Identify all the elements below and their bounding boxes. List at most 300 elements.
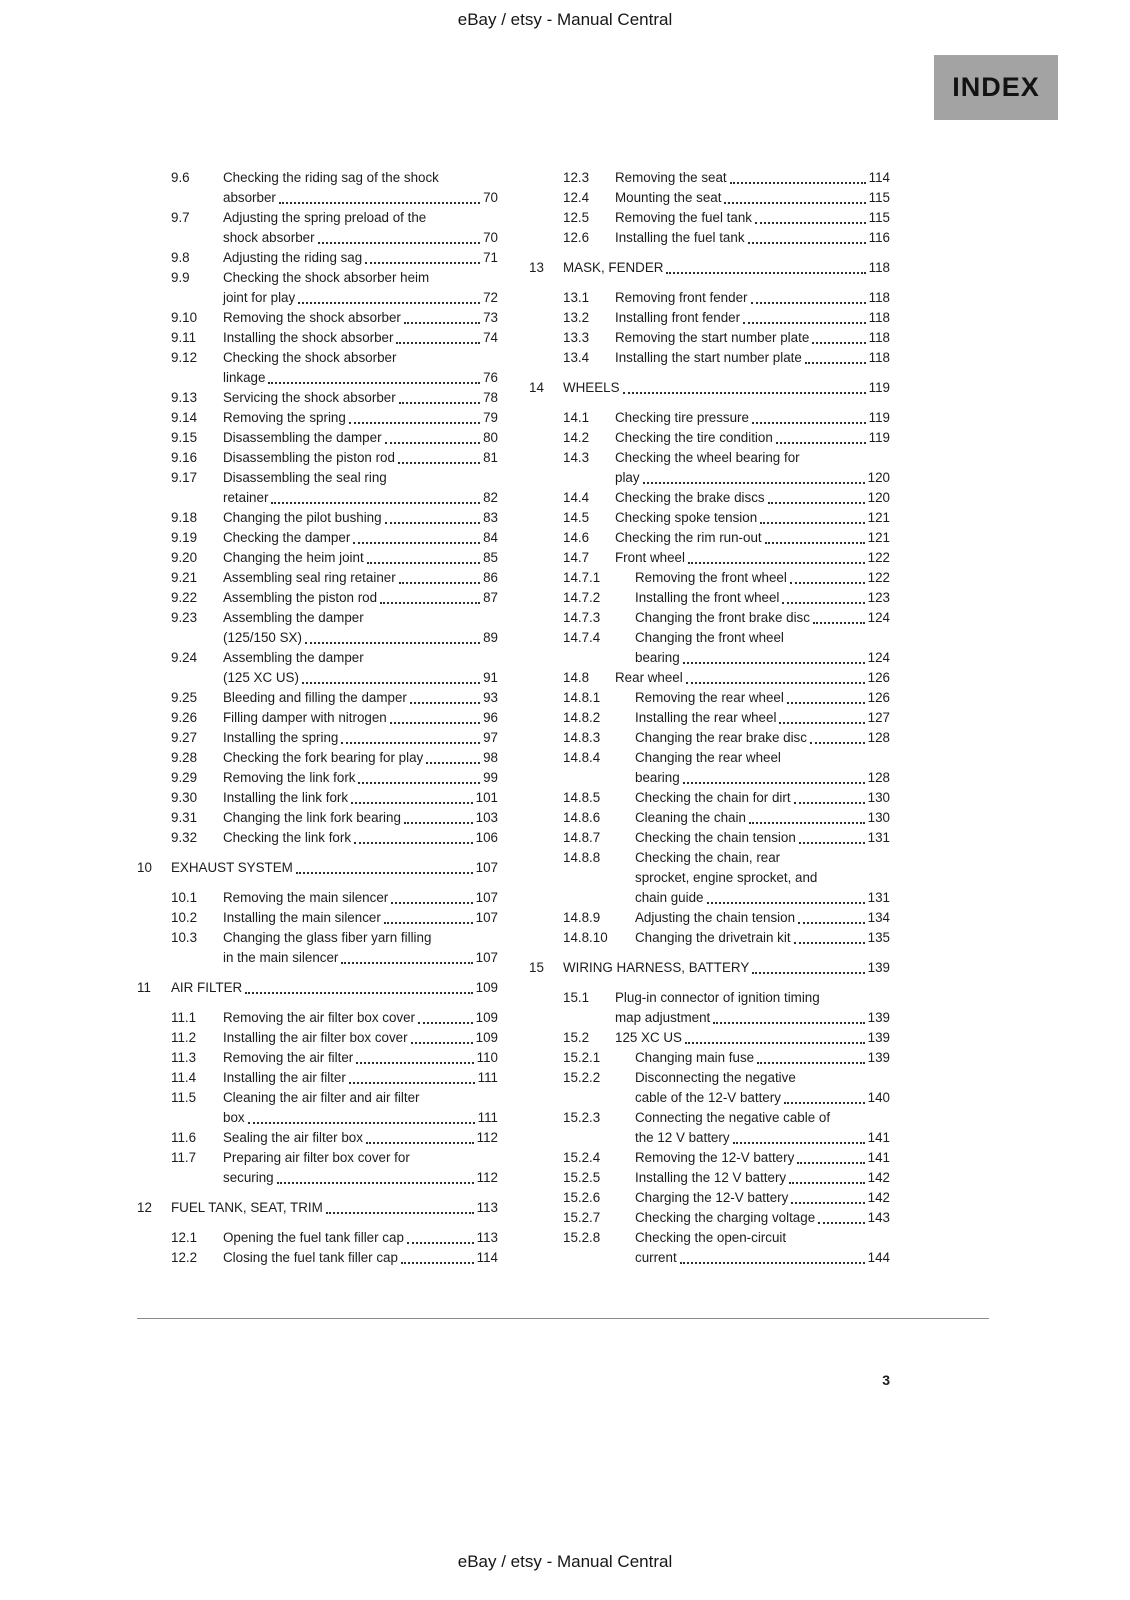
toc-entry-line: [223, 748, 498, 768]
toc-entry-number: 9.24: [171, 650, 198, 665]
toc-entry-body: [223, 348, 498, 388]
dot-leader: [683, 782, 865, 784]
toc-entry-body: [223, 268, 498, 308]
dot-leader: [779, 722, 864, 724]
toc-entry-number: 12.5: [563, 210, 590, 225]
toc-entry-title: Cleaning the chain: [635, 810, 746, 825]
toc-entry-title: Mounting the seat: [615, 190, 722, 205]
dot-leader: [776, 442, 866, 444]
toc-entry-number: 14.4: [563, 490, 590, 505]
toc-entry-page: 103: [475, 810, 498, 825]
toc-entry-line: [223, 608, 498, 628]
toc-entry-title: Removing the main silencer: [223, 890, 389, 905]
toc-entry: [137, 908, 498, 928]
toc-entry: [137, 1048, 498, 1068]
dot-leader: [784, 1102, 865, 1104]
toc-entry-number: 14.7: [563, 550, 590, 565]
toc-entry-number: 10.2: [171, 910, 198, 925]
toc-entry-body: [223, 728, 498, 748]
toc-entry-title: Removing the air filter box cover: [223, 1010, 416, 1025]
toc-entry-line: [635, 1088, 890, 1108]
toc-entry-number: 14.5: [563, 510, 590, 525]
toc-entry: [137, 1228, 498, 1248]
toc-entry-title: Removing the link fork: [223, 770, 356, 785]
toc-entry-line: [223, 928, 498, 948]
toc-entry-number: 14.8.7: [563, 830, 601, 845]
toc-entry-page: 126: [867, 670, 890, 685]
dot-leader: [794, 802, 865, 804]
toc-entry-line: [635, 1148, 890, 1168]
toc-entry-body: [223, 1148, 498, 1188]
toc-entry-page: 119: [868, 410, 890, 425]
toc-entry-page: 101: [475, 790, 498, 805]
toc-entry: [137, 688, 498, 708]
page-number: 3: [882, 1372, 890, 1388]
toc-entry-title: Servicing the shock absorber: [223, 390, 396, 405]
toc-entry-line: [635, 608, 890, 628]
toc-entry-body: [223, 828, 498, 848]
toc-entry-body: [615, 168, 890, 188]
toc-entry-title: Removing the 12-V battery: [635, 1150, 795, 1165]
toc-entry-page: 141: [867, 1130, 890, 1145]
toc-entry-line: [635, 708, 890, 728]
toc-entry-number: 9.10: [171, 310, 198, 325]
toc-entry-page: 134: [867, 910, 890, 925]
toc-entry-body: [223, 208, 498, 248]
dot-leader: [367, 562, 480, 564]
toc-entry-body: [615, 288, 890, 308]
toc-entry-page: 119: [868, 380, 890, 395]
toc-entry-page: 126: [867, 690, 890, 705]
toc-entry-number: 12.1: [171, 1230, 198, 1245]
toc-entry-body: [223, 908, 498, 928]
toc-entry-body: [615, 448, 890, 488]
toc-entry: [529, 808, 890, 828]
toc-entry-number: 14.7.4: [563, 630, 601, 645]
toc-entry: [529, 348, 890, 368]
toc-entry-line: [615, 208, 890, 228]
toc-entry-line: [223, 368, 498, 388]
toc-entry: [137, 328, 498, 348]
toc-entry-body: [223, 708, 498, 728]
toc-entry-body: [223, 748, 498, 768]
toc-entry: [137, 468, 498, 508]
dot-leader: [318, 242, 481, 244]
toc-entry-title: current: [635, 1250, 677, 1265]
toc-entry-line: [223, 188, 498, 208]
toc-entry-line: [223, 1108, 498, 1128]
toc-entry-page: 113: [476, 1200, 498, 1215]
toc-entry-title: Checking the open-circuit: [635, 1230, 787, 1245]
toc-entry: [529, 308, 890, 328]
toc-entry-body: [223, 1248, 498, 1268]
dot-leader: [810, 742, 865, 744]
toc-entry-page: 93: [483, 690, 498, 705]
toc-entry-title: Assembling the damper: [223, 650, 364, 665]
toc-entry-number: 12.4: [563, 190, 590, 205]
toc-entry-number: 14.8.6: [563, 810, 601, 825]
dot-leader: [743, 322, 866, 324]
toc-entry-title: Checking the fork bearing for play: [223, 750, 424, 765]
dot-leader: [341, 742, 480, 744]
toc-entry-line: [223, 1088, 498, 1108]
dot-leader: [805, 362, 866, 364]
toc-entry-title: Changing the rear brake disc: [635, 730, 807, 745]
toc-entry-line: [223, 228, 498, 248]
toc-entry-body: [563, 958, 890, 978]
toc-entry-body: [223, 768, 498, 788]
dot-leader: [790, 582, 865, 584]
toc-entry-line: [635, 1248, 890, 1268]
toc-entry-title: Opening the fuel tank filler cap: [223, 1230, 404, 1245]
toc-entry-title: play: [615, 470, 640, 485]
toc-entry-body: [615, 208, 890, 228]
toc-entry: [529, 448, 890, 488]
toc-entry-body: [223, 428, 498, 448]
toc-entry-number: 9.14: [171, 410, 198, 425]
dot-leader: [797, 1162, 864, 1164]
toc-entry-body: [171, 858, 498, 878]
toc-entry-number: 14.2: [563, 430, 590, 445]
toc-entry-page: 115: [868, 190, 890, 205]
dot-leader: [791, 1202, 864, 1204]
toc-entry-title: Charging the 12-V battery: [635, 1190, 789, 1205]
toc-entry-line: [635, 1048, 890, 1068]
toc-entry-number: 9.20: [171, 550, 198, 565]
toc-entry: [137, 748, 498, 768]
toc-entry-title: Cleaning the air filter and air filter: [223, 1090, 420, 1105]
toc-entry-line: [615, 188, 890, 208]
toc-entry: [529, 168, 890, 188]
toc-entry-number: 12.2: [171, 1250, 198, 1265]
dot-leader: [298, 302, 480, 304]
toc-entry-line: [615, 348, 890, 368]
toc-entry-line: [223, 948, 498, 968]
toc-entry-page: 97: [483, 730, 498, 745]
toc-entry-line: [615, 168, 890, 188]
toc-entry-body: [223, 1228, 498, 1248]
toc-entry-number: 13: [529, 260, 544, 275]
toc-entry-body: [615, 668, 890, 688]
dot-leader: [398, 462, 480, 464]
toc-entry-line: [615, 1008, 890, 1028]
toc-entry-line: [223, 788, 498, 808]
toc-entry-line: [223, 1148, 498, 1168]
toc-entry: [529, 608, 890, 628]
toc-entry-page: 87: [483, 590, 498, 605]
toc-entry-page: 127: [867, 710, 890, 725]
toc-entry-page: 81: [483, 450, 498, 465]
dot-leader: [268, 382, 480, 384]
toc-entry-line: [615, 308, 890, 328]
dot-leader: [623, 392, 866, 394]
dot-leader: [296, 872, 473, 874]
toc-entry-page: 70: [483, 230, 498, 245]
dot-leader: [713, 1022, 864, 1024]
toc-entry-line: [223, 288, 498, 308]
toc-entry-number: 9.19: [171, 530, 198, 545]
toc-entry-title: the 12 V battery: [635, 1130, 730, 1145]
toc-entry-line: [223, 408, 498, 428]
toc-entry-body: [223, 548, 498, 568]
toc-entry-number: 13.3: [563, 330, 590, 345]
toc-entry-line: [223, 448, 498, 468]
toc-entry: [137, 608, 498, 648]
toc-entry-body: [223, 528, 498, 548]
dot-leader: [680, 1262, 865, 1264]
toc-entry-body: [615, 348, 890, 368]
toc-entry-body: [635, 1208, 890, 1228]
toc-entry-line: [171, 1198, 498, 1218]
toc-entry-title: Disassembling the piston rod: [223, 450, 395, 465]
toc-entry-line: [615, 988, 890, 1008]
toc-chapter-entry: [529, 258, 890, 278]
toc-entry-page: 76: [483, 370, 498, 385]
toc-entry-line: [223, 888, 498, 908]
toc-entry-line: [635, 928, 890, 948]
toc-entry-number: 9.23: [171, 610, 198, 625]
toc-entry-line: [223, 508, 498, 528]
toc-entry-title: Changing the drivetrain kit: [635, 930, 791, 945]
toc-entry-number: 15.2.6: [563, 1190, 601, 1205]
dot-leader: [752, 972, 864, 974]
toc-entry-page: 79: [483, 410, 498, 425]
toc-entry-line: [635, 828, 890, 848]
dot-leader: [799, 842, 865, 844]
toc-entry: [137, 1068, 498, 1088]
toc-entry-number: 9.29: [171, 770, 198, 785]
toc-entry-page: 135: [867, 930, 890, 945]
toc-entry-number: 9.9: [171, 270, 190, 285]
toc-entry-body: [635, 1068, 890, 1108]
toc-entry-line: [223, 248, 498, 268]
toc-entry-number: 14.8.2: [563, 710, 601, 725]
toc-entry-page: 96: [483, 710, 498, 725]
toc-entry-title: Plug-in connector of ignition timing: [615, 990, 820, 1005]
toc-entry-title: Checking the chain, rear: [635, 850, 781, 865]
toc-entry-line: [635, 788, 890, 808]
dot-leader: [760, 522, 864, 524]
toc-entry: [137, 568, 498, 588]
toc-entry: [529, 528, 890, 548]
toc-entry-line: [223, 468, 498, 488]
toc-entry-page: 142: [867, 1190, 890, 1205]
dot-leader: [426, 762, 480, 764]
toc-entry-title: Removing the rear wheel: [635, 690, 784, 705]
toc-entry-title: Adjusting the riding sag: [223, 250, 363, 265]
dot-leader: [380, 602, 480, 604]
toc-entry-body: [615, 488, 890, 508]
toc-entry-title: Removing the shock absorber: [223, 310, 401, 325]
toc-entry: [137, 428, 498, 448]
toc-entry-page: 73: [483, 310, 498, 325]
toc-entry-page: 70: [483, 190, 498, 205]
toc-entry: [529, 288, 890, 308]
toc-entry-title: joint for play: [223, 290, 296, 305]
dot-leader: [707, 902, 865, 904]
toc-entry-page: 112: [476, 1170, 498, 1185]
toc-entry-line: [223, 268, 498, 288]
toc-entry-page: 120: [867, 470, 890, 485]
toc-entry: [529, 1168, 890, 1188]
toc-entry-title: Changing the glass fiber yarn filling: [223, 930, 432, 945]
toc-entry: [137, 388, 498, 408]
toc-entry-title: Installing the spring: [223, 730, 339, 745]
toc-entry: [529, 708, 890, 728]
toc-entry-body: [635, 1108, 890, 1148]
dot-leader: [358, 782, 480, 784]
dot-leader: [326, 1212, 474, 1214]
toc-entry-line: [635, 1108, 890, 1128]
toc-entry-body: [223, 928, 498, 968]
toc-entry-line: [635, 568, 890, 588]
toc-entry-page: 121: [867, 530, 890, 545]
toc-entry-line: [223, 668, 498, 688]
toc-entry-page: 80: [483, 430, 498, 445]
dot-leader: [245, 992, 472, 994]
dot-leader: [757, 1062, 865, 1064]
toc-entry-line: [223, 768, 498, 788]
toc-entry-title: Removing front fender: [615, 290, 748, 305]
toc-entry-number: 13.1: [563, 290, 590, 305]
toc-entry-body: [223, 888, 498, 908]
toc-entry-line: [223, 528, 498, 548]
toc-entry-title: MASK, FENDER: [563, 260, 664, 275]
toc-entry-body: [615, 188, 890, 208]
toc-entry-line: [635, 628, 890, 648]
toc-entry-line: [563, 958, 890, 978]
toc-entry-page: 107: [475, 890, 498, 905]
dot-leader: [751, 302, 866, 304]
dot-leader: [643, 482, 865, 484]
toc-entry-title: WIRING HARNESS, BATTERY: [563, 960, 750, 975]
toc-entry-number: 9.11: [171, 330, 197, 345]
toc-entry: [137, 1148, 498, 1188]
toc-column-left: [137, 168, 498, 1268]
toc-entry-title: Checking the rim run-out: [615, 530, 762, 545]
toc-entry: [137, 588, 498, 608]
toc-entry-body: [635, 588, 890, 608]
dot-leader: [418, 1022, 473, 1024]
toc-entry-line: [223, 1128, 498, 1148]
toc-entry: [529, 908, 890, 928]
toc-entry-title: absorber: [223, 190, 276, 205]
toc-entry-body: [635, 808, 890, 828]
toc-entry-title: Removing the fuel tank: [615, 210, 752, 225]
toc-entry-number: 10.1: [171, 890, 198, 905]
toc-entry-body: [635, 568, 890, 588]
toc-entry-body: [223, 1008, 498, 1028]
toc-entry-title: Checking the shock absorber: [223, 350, 397, 365]
dot-leader: [798, 922, 865, 924]
toc-entry-number: 9.21: [171, 570, 198, 585]
toc-entry-line: [223, 808, 498, 828]
dot-leader: [365, 262, 480, 264]
dot-leader: [351, 802, 473, 804]
toc-entry-title: Changing the pilot bushing: [223, 510, 382, 525]
toc-entry-title: linkage: [223, 370, 266, 385]
toc-entry-title: Disassembling the seal ring: [223, 470, 387, 485]
toc-entry-number: 13.4: [563, 350, 590, 365]
toc-entry-page: 114: [476, 1250, 498, 1265]
toc-entry-line: [223, 1248, 498, 1268]
toc-entry-page: 130: [867, 790, 890, 805]
toc-entry-line: [615, 528, 890, 548]
toc-entry-title: sprocket, engine sprocket, and: [635, 870, 818, 885]
toc-entry: [529, 668, 890, 688]
toc-entry: [137, 928, 498, 968]
toc-entry-body: [223, 1068, 498, 1088]
toc-entry-number: 15.2.2: [563, 1070, 601, 1085]
toc-entry-page: 82: [483, 490, 498, 505]
dot-leader: [818, 1222, 865, 1224]
toc-entry: [529, 688, 890, 708]
page-footer-title: eBay / etsy - Manual Central: [457, 1552, 673, 1571]
toc-entry-line: [635, 1068, 890, 1088]
toc-entry-number: 13.2: [563, 310, 590, 325]
toc-entry: [137, 448, 498, 468]
dot-leader: [305, 642, 480, 644]
toc-entry-title: Installing the start number plate: [615, 350, 802, 365]
dot-leader: [688, 562, 865, 564]
toc-entry-number: 14.6: [563, 530, 590, 545]
toc-entry-line: [615, 1028, 890, 1048]
dot-leader: [748, 242, 866, 244]
toc-entry-line: [223, 1168, 498, 1188]
toc-entry-line: [223, 588, 498, 608]
toc-entry-line: [615, 288, 890, 308]
toc-entry-page: 139: [867, 1050, 890, 1065]
toc-entry-title: Adjusting the spring preload of the: [223, 210, 427, 225]
toc-entry-page: 110: [476, 1050, 498, 1065]
toc-entry-line: [635, 588, 890, 608]
toc-entry-line: [635, 1228, 890, 1248]
toc-entry: [137, 1248, 498, 1268]
toc-entry: [529, 788, 890, 808]
toc-entry-title: Checking the riding sag of the shock: [223, 170, 439, 185]
toc-entry-line: [223, 328, 498, 348]
toc-entry-body: [615, 328, 890, 348]
toc-entry-body: [223, 1088, 498, 1128]
toc-entry-page: 120: [867, 490, 890, 505]
toc-entry-page: 118: [868, 330, 890, 345]
dot-leader: [765, 542, 865, 544]
toc-entry-body: [635, 1148, 890, 1168]
dot-leader: [730, 182, 866, 184]
toc-entry: [529, 508, 890, 528]
toc-entry-page: 115: [868, 210, 890, 225]
toc-entry: [137, 1088, 498, 1128]
toc-entry-page: 78: [483, 390, 498, 405]
toc-entry-line: [223, 708, 498, 728]
toc-entry-number: 9.30: [171, 790, 198, 805]
toc-entry-page: 123: [867, 590, 890, 605]
toc-entry: [137, 728, 498, 748]
toc-entry: [529, 988, 890, 1028]
toc-entry-line: [615, 668, 890, 688]
dot-leader: [302, 682, 480, 684]
toc-entry-number: 11.7: [171, 1150, 197, 1165]
toc-entry-number: 15.2.7: [563, 1210, 601, 1225]
toc-entry: [137, 268, 498, 308]
toc-entry-page: 122: [867, 550, 890, 565]
toc-entry-number: 14.8.5: [563, 790, 601, 805]
toc-entry-number: 11.4: [171, 1070, 197, 1085]
toc-entry-line: [635, 1208, 890, 1228]
toc-entry-body: [223, 808, 498, 828]
toc-entry-line: [223, 1028, 498, 1048]
toc-entry: [529, 848, 890, 908]
